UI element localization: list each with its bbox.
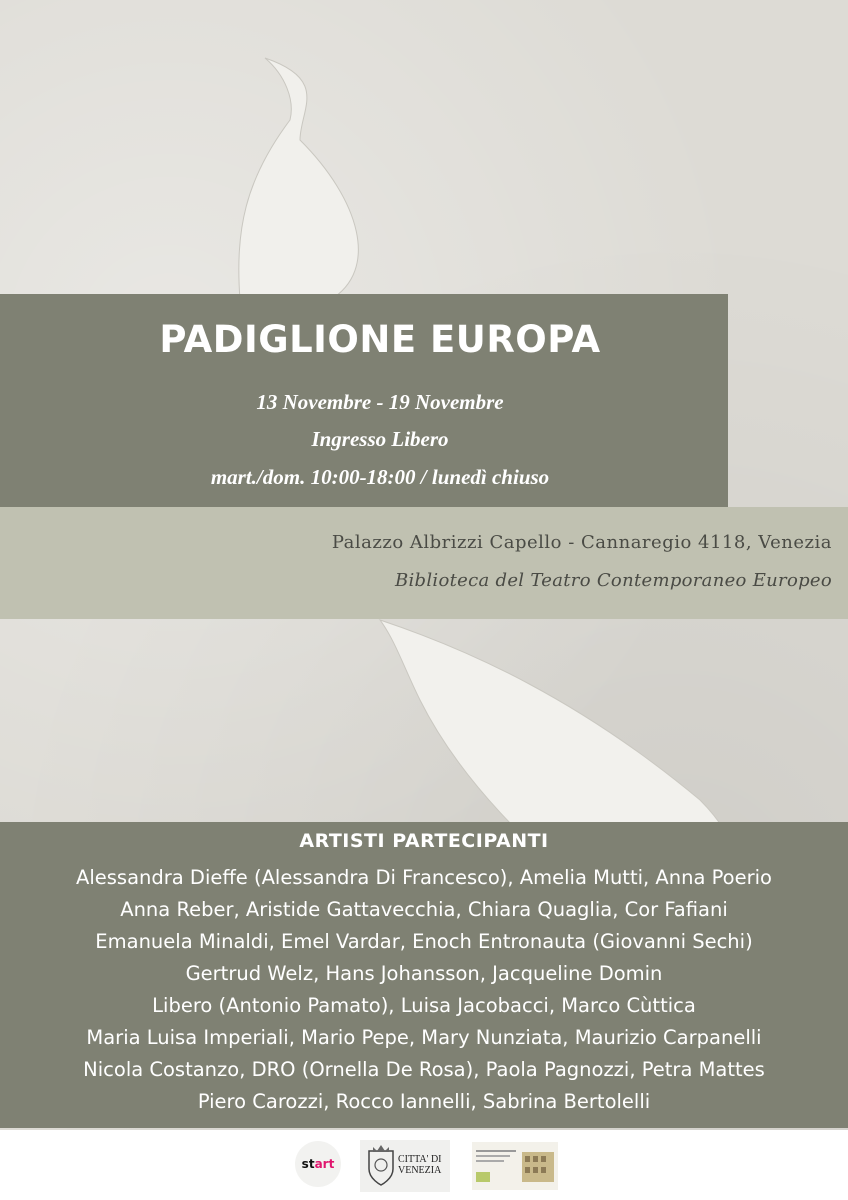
artist-line: Emanuela Minaldi, Emel Vardar, Enoch Entronauta (Giovanni Sechi): [95, 930, 753, 953]
venue-address: Palazzo Albrizzi Capello - Cannaregio 4118, Venezia: [331, 532, 832, 553]
artist-line: Alessandra Dieffe (Alessandra Di Francesco), Amelia Mutti, Anna Poerio: [76, 866, 772, 889]
entry-info: Ingresso Libero: [311, 427, 449, 451]
start-logo-text-b: art: [314, 1157, 335, 1171]
event-dates: 13 Novembre - 19 Novembre: [256, 390, 504, 414]
citta-di-venezia-logo: [360, 1140, 450, 1192]
artist-line: Libero (Antonio Pamato), Luisa Jacobacci, Marco Cùttica: [152, 994, 696, 1017]
artist-line: Anna Reber, Aristide Gattavecchia, Chiara Quaglia, Cor Fafiani: [120, 898, 728, 921]
artist-line: Maria Luisa Imperiali, Mario Pepe, Mary Nunziata, Maurizio Carpanelli: [86, 1026, 762, 1049]
building-icon: [472, 1142, 558, 1190]
artist-line: Nicola Costanzo, DRO (Ornella De Rosa), Paola Pagnozzi, Petra Mattes: [83, 1058, 765, 1081]
venue-band: [0, 507, 848, 619]
biblioteca-logo: [472, 1142, 558, 1190]
artist-line: Gertrud Welz, Hans Johansson, Jacqueline Domin: [185, 962, 663, 985]
venezia-logo-line2: VENEZIA: [398, 1165, 442, 1176]
venezia-logo-line1: CITTA' DI: [398, 1154, 442, 1165]
start-logo: [295, 1141, 341, 1187]
coat-of-arms-icon: [363, 1143, 399, 1189]
venue-library: Biblioteca del Teatro Contemporaneo Europeo: [394, 570, 832, 591]
opening-hours: mart./dom. 10:00-18:00 / lunedì chiuso: [210, 465, 550, 489]
start-logo-text-a: st: [301, 1157, 315, 1171]
page-title: PADIGLIONE EUROPA: [159, 318, 601, 361]
artist-line: Piero Carozzi, Rocco Iannelli, Sabrina Bertolelli: [197, 1090, 651, 1113]
artists-heading: ARTISTI PARTECIPANTI: [299, 830, 549, 852]
